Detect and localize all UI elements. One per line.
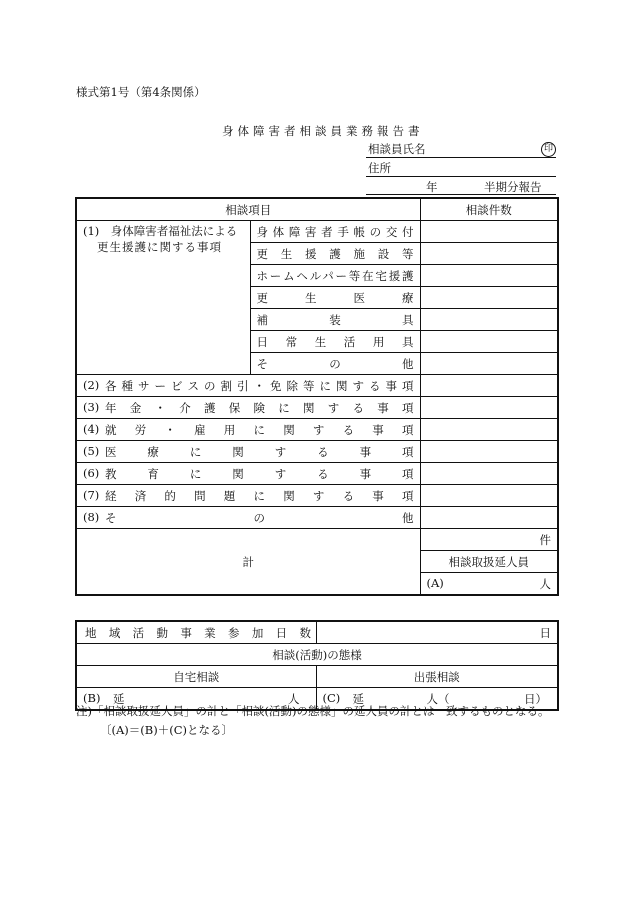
c-extended-label: 延 <box>352 691 364 706</box>
count-cell[interactable] <box>420 309 558 331</box>
local-activity-cell <box>76 621 316 644</box>
seal-mark <box>541 140 556 157</box>
c-label: (C) <box>322 690 341 705</box>
item-text: 教育に関する事項 <box>105 466 414 481</box>
local-activity-label: 地域活動事業参加日数 <box>85 625 311 640</box>
group1-item: 日常生活用具 <box>250 331 420 353</box>
a-person-unit: 人 <box>539 576 551 591</box>
table-row <box>76 397 558 419</box>
group1-item: 補装具 <box>250 309 420 331</box>
consultation-items-table <box>75 197 559 596</box>
item-cell <box>76 485 420 507</box>
seal-char: 印 <box>541 142 556 157</box>
header-consultation-item: 相談項目 <box>76 198 420 221</box>
item-text: 就労・雇用に関する事項 <box>105 422 414 437</box>
half-year-report-label: 半期分報告 <box>484 180 542 194</box>
count-cell[interactable] <box>420 375 558 397</box>
count-cell[interactable] <box>420 397 558 419</box>
count-cell[interactable] <box>420 331 558 353</box>
group1-label-line2: 更生援護に関する事項 <box>97 240 222 254</box>
note-line-2: 〔(A)＝(B)＋(C)となる〕 <box>100 723 233 737</box>
table-row <box>76 644 558 666</box>
table-row <box>76 485 558 507</box>
count-cell[interactable] <box>420 265 558 287</box>
item-text: 経済的問題に関する事項 <box>105 488 414 503</box>
b-person-unit: 人 <box>288 691 300 706</box>
year-label: 年 <box>426 180 438 194</box>
table-row <box>76 419 558 441</box>
group1-item: 更生医療 <box>250 287 420 309</box>
item-cell <box>76 397 420 419</box>
count-cell[interactable] <box>420 507 558 529</box>
table-row <box>76 375 558 397</box>
total-count-unit: 件 <box>420 529 558 551</box>
period-underline <box>366 194 556 195</box>
item-cell <box>76 507 420 529</box>
mode-label: 相談(活動)の態様 <box>76 644 558 666</box>
total-label: 計 <box>76 529 420 596</box>
item-number: (6) <box>83 465 100 480</box>
table-row <box>76 441 558 463</box>
header-consultation-count: 相談件数 <box>420 198 558 221</box>
counselor-name-underline <box>366 157 556 158</box>
group1-item: ホームヘルパー等在宅援護 <box>250 265 420 287</box>
total-row <box>76 529 558 551</box>
count-cell[interactable] <box>420 243 558 265</box>
table-row <box>76 221 558 243</box>
address-underline <box>366 176 556 177</box>
item-number: (2) <box>83 377 100 392</box>
item-cell <box>76 441 420 463</box>
item-text: その他 <box>105 510 414 525</box>
extended-persons-label: 相談取扱延人員 <box>420 551 558 573</box>
item-number: (4) <box>83 421 100 436</box>
item-cell <box>76 375 420 397</box>
count-cell[interactable] <box>420 485 558 507</box>
count-cell[interactable] <box>420 419 558 441</box>
table-row <box>76 463 558 485</box>
table-row <box>76 507 558 529</box>
home-consultation-label: 自宅相談 <box>76 666 316 688</box>
item-cell <box>76 419 420 441</box>
c-day-close: 日） <box>524 691 547 706</box>
count-cell[interactable] <box>420 463 558 485</box>
b-extended-label: 延 <box>113 691 125 706</box>
extended-persons-a-cell[interactable] <box>420 573 558 596</box>
count-cell[interactable] <box>420 287 558 309</box>
item-number: (3) <box>83 399 100 414</box>
b-label: (B) <box>83 690 101 705</box>
table-row <box>76 666 558 688</box>
group1-item: その他 <box>250 353 420 375</box>
item-number: (8) <box>83 509 100 524</box>
group1-item: 身体障害者手帳の交付 <box>250 221 420 243</box>
c-person-open: 人（ <box>426 691 450 706</box>
a-label: (A) <box>426 575 444 590</box>
activity-table <box>75 620 559 711</box>
count-cell[interactable] <box>420 441 558 463</box>
counselor-name-label: 相談員氏名 <box>368 142 426 156</box>
visit-consultation-label: 出張相談 <box>316 666 558 688</box>
local-activity-days[interactable]: 日 <box>316 621 558 644</box>
form-style-number: 様式第1号（第4条関係） <box>76 85 206 99</box>
table-row <box>76 621 558 644</box>
item-number: (7) <box>83 487 100 502</box>
item-cell <box>76 463 420 485</box>
item-number: (5) <box>83 443 100 458</box>
item-text: 年金・介護保険に関する事項 <box>105 400 414 415</box>
group1-label-cell <box>76 221 250 375</box>
form-title: 身体障害者相談員業務報告書 <box>222 124 424 138</box>
count-cell[interactable] <box>420 353 558 375</box>
group1-item: 更生援護施設等 <box>250 243 420 265</box>
group1-label: (1) 身体障害者福祉法による <box>83 224 238 238</box>
table-header-row <box>76 198 558 221</box>
address-label: 住所 <box>368 161 391 175</box>
item-text: 各種サービスの割引・免除等に関する事項 <box>105 378 414 393</box>
note-line-1: 注)「相談取扱延人員」の計と「相談(活動)の態様」の延人員の計とは一致するものとなる。 <box>76 704 550 718</box>
item-text: 医療に関する事項 <box>105 444 414 459</box>
count-cell[interactable] <box>420 221 558 243</box>
